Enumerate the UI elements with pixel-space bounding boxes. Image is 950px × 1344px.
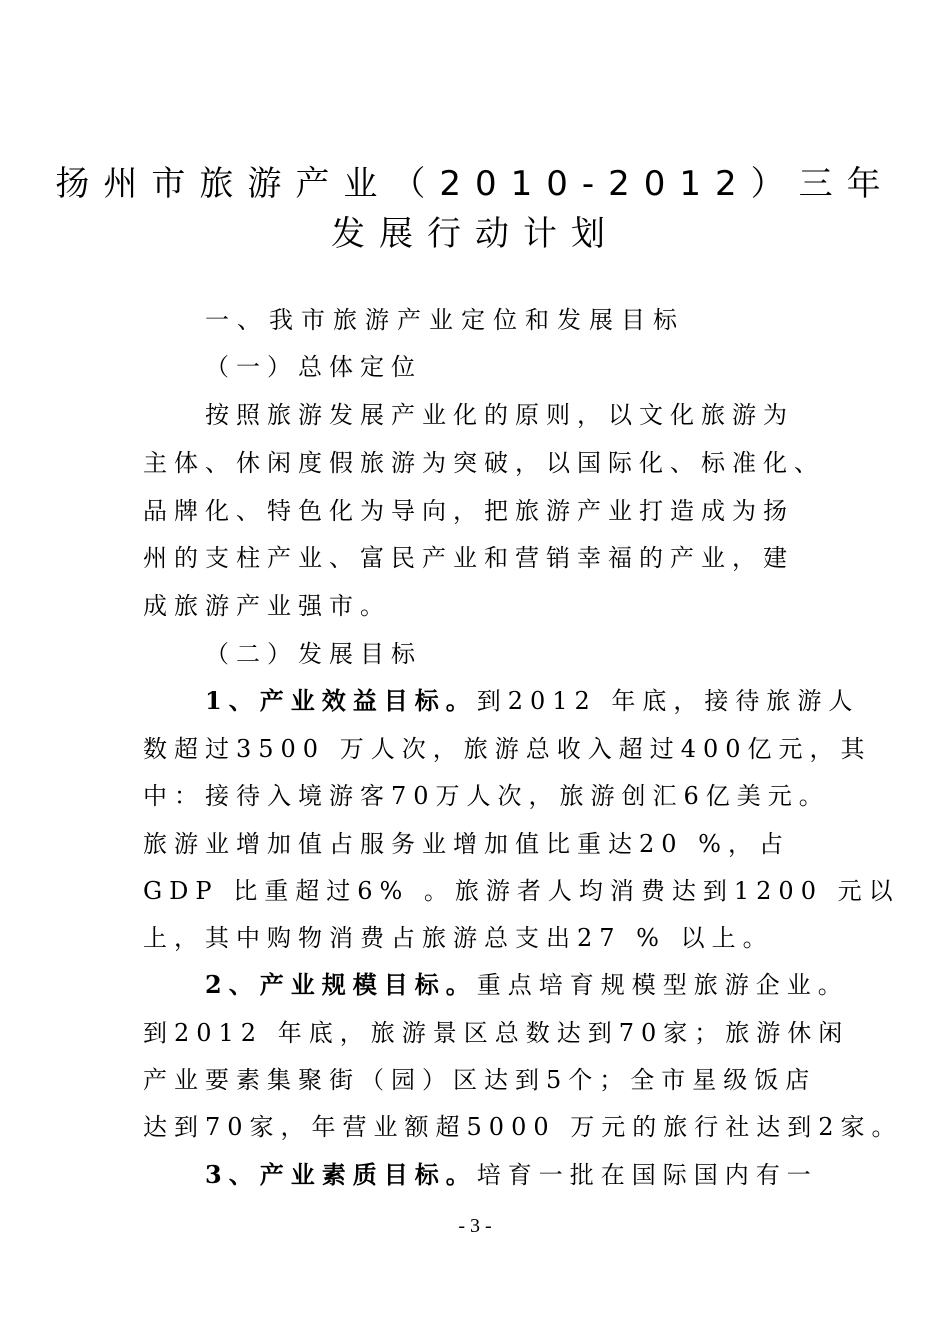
goal-3-label: 3、产业素质目标。 (205, 1160, 477, 1189)
paragraph-line: 按照旅游发展产业化的原则，以文化旅游为 (205, 401, 794, 429)
goal-2-text: 重点培育规模型旅游企业。 (476, 971, 849, 999)
paragraph-line: 达到70家，年营业额超5000 万元的旅行社达到2家。 (143, 1113, 903, 1141)
paragraph-line: 上，其中购物消费占旅游总支出27 % 以上。 (143, 924, 774, 952)
paragraph-line: 产业要素集聚街（园）区达到5个；全市星级饭店 (143, 1066, 817, 1094)
paragraph-line: 品牌化、特色化为导向，把旅游产业打造成为扬 (143, 497, 794, 525)
paragraph-line: 州的支柱产业、富民产业和营销幸福的产业，建 (143, 544, 794, 572)
goal-1-text: 到2012 年底，接待旅游人 (476, 687, 860, 715)
goal-3-text: 培育一批在国际国内有一 (476, 1161, 818, 1189)
paragraph-line: 成旅游产业强市。 (143, 592, 391, 620)
goal-1-label: 1、产业效益目标。 (205, 686, 477, 715)
paragraph-line: 到2012 年底，旅游景区总数达到70家；旅游休闲 (143, 1019, 850, 1047)
document-title-line-1: 扬州市旅游产业（2010-2012）三年 (55, 164, 895, 204)
paragraph-line: 中：接待入境游客70万人次，旅游创汇6亿美元。 (143, 782, 830, 810)
subsection-heading-overall-positioning: （一）总体定位 (205, 353, 422, 381)
goal-2-line (205, 970, 905, 1000)
subsection-heading-development-goals: （二）发展目标 (205, 640, 422, 668)
paragraph-line: 主体、休闲度假旅游为突破，以国际化、标准化、 (143, 449, 825, 477)
document-title-line-2: 发展行动计划 (331, 214, 619, 254)
goal-3-line (205, 1160, 905, 1190)
paragraph-line: 旅游业增加值占服务业增加值比重达20 %，占 (143, 830, 790, 858)
section-heading: 一、我市旅游产业定位和发展目标 (205, 306, 685, 334)
page-number: - 3 - (458, 1215, 492, 1237)
paragraph-line: 数超过3500 万人次，旅游总收入超过400亿元，其 (143, 735, 872, 763)
goal-2-label: 2、产业规模目标。 (205, 970, 477, 999)
paragraph-line: GDP 比重超过6% 。旅游者人均消费达到1200 元以 (143, 877, 900, 905)
goal-1-line (205, 686, 905, 716)
